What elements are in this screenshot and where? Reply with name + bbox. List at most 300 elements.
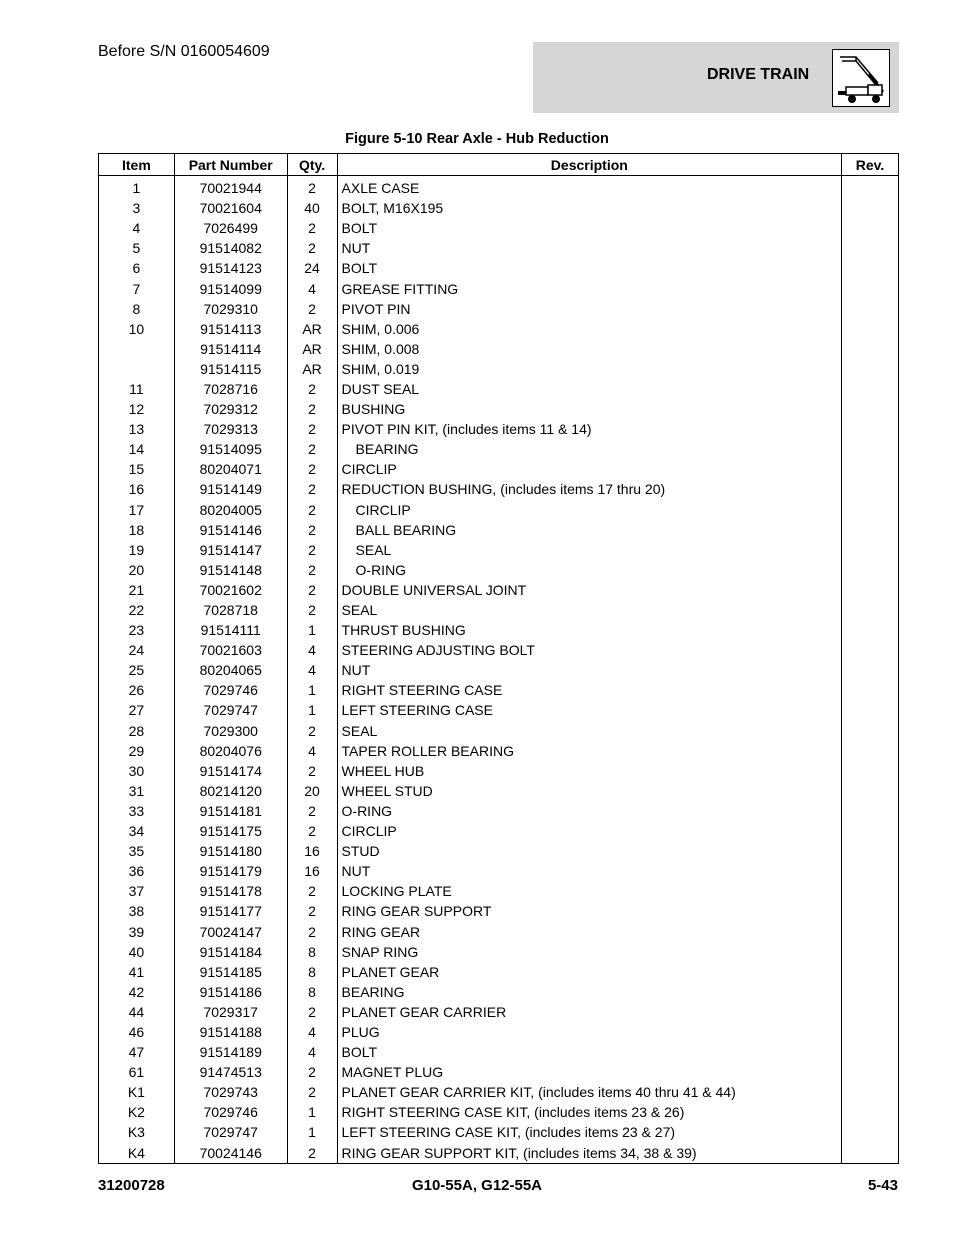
cell-qty — [287, 962, 337, 982]
cell-description-text: PLANET GEAR CARRIER KIT, (includes items 40 thru 41 & 44) — [341, 1084, 736, 1101]
table-row — [99, 339, 899, 359]
cell-rev — [842, 982, 899, 1002]
cell-description — [337, 942, 842, 962]
cell-item — [99, 319, 175, 339]
cell-description — [337, 238, 842, 258]
column-header-qty: Qty. — [287, 154, 337, 176]
cell-description — [337, 901, 842, 921]
table-row — [99, 479, 899, 499]
cell-item — [99, 801, 175, 821]
cell-item — [99, 520, 175, 540]
cell-item-text: K2 — [127, 1104, 145, 1121]
cell-part-number-text: 7029312 — [203, 401, 258, 418]
cell-part-number — [174, 1002, 287, 1022]
forklift-icon — [832, 49, 890, 107]
cell-part-number — [174, 419, 287, 439]
cell-item-text: 18 — [128, 521, 145, 538]
cell-description-text: RING GEAR — [341, 923, 421, 940]
cell-part-number — [174, 1042, 287, 1062]
cell-description — [337, 520, 842, 540]
cell-qty-text: 2 — [308, 421, 316, 438]
cell-item-text: 16 — [128, 481, 145, 498]
cell-qty-text: 2 — [308, 461, 316, 478]
table-row — [99, 520, 899, 540]
cell-item-text: 22 — [128, 602, 145, 619]
cell-part-number-text: 91514181 — [199, 802, 262, 819]
cell-rev — [842, 700, 899, 720]
cell-item-text: 11 — [129, 380, 144, 397]
cell-description — [337, 479, 842, 499]
cell-rev — [842, 801, 899, 821]
cell-item — [99, 620, 175, 640]
cell-part-number-text: 7029747 — [203, 702, 258, 719]
cell-qty-text: 2 — [308, 541, 316, 558]
table-row — [99, 721, 899, 741]
cell-qty — [287, 721, 337, 741]
cell-part-number — [174, 580, 287, 600]
cell-part-number-text: 7029317 — [203, 1003, 258, 1020]
cell-description-text: BEARING — [355, 441, 419, 458]
cell-part-number-text: 91514184 — [199, 943, 262, 960]
cell-item — [99, 861, 175, 881]
cell-item — [99, 258, 175, 278]
cell-item — [99, 1042, 175, 1062]
cell-part-number — [174, 479, 287, 499]
cell-item — [99, 962, 175, 982]
cell-item — [99, 1062, 175, 1082]
cell-qty — [287, 319, 337, 339]
cell-item — [99, 660, 175, 680]
cell-part-number — [174, 299, 287, 319]
cell-description-text: STEERING ADJUSTING BOLT — [341, 642, 535, 659]
table-row — [99, 1062, 899, 1082]
cell-description — [337, 258, 842, 278]
cell-qty — [287, 901, 337, 921]
table-row — [99, 761, 899, 781]
cell-rev — [842, 640, 899, 660]
cell-part-number — [174, 680, 287, 700]
cell-qty — [287, 600, 337, 620]
cell-part-number — [174, 198, 287, 218]
cell-description-text: SEAL — [355, 541, 392, 558]
cell-part-number — [174, 942, 287, 962]
cell-description-text: CIRCLIP — [341, 461, 397, 478]
cell-part-number — [174, 359, 287, 379]
cell-description — [337, 299, 842, 319]
table-row — [99, 540, 899, 560]
cell-part-number — [174, 741, 287, 761]
table-header-row — [99, 154, 899, 176]
cell-qty — [287, 761, 337, 781]
table-row — [99, 801, 899, 821]
cell-part-number-text: 80204076 — [199, 742, 262, 759]
cell-description — [337, 861, 842, 881]
cell-part-number-text: 7029300 — [203, 722, 258, 739]
cell-part-number-text: 80204005 — [199, 501, 262, 518]
cell-description-text: GREASE FITTING — [341, 280, 459, 297]
cell-description-text: BOLT — [341, 220, 378, 237]
table-row — [99, 962, 899, 982]
cell-qty — [287, 379, 337, 399]
cell-part-number — [174, 439, 287, 459]
cell-qty-text: 8 — [308, 943, 316, 960]
cell-rev — [842, 439, 899, 459]
cell-description-text: PIVOT PIN — [341, 300, 411, 317]
cell-part-number-text: 91514123 — [199, 260, 262, 277]
cell-rev — [842, 459, 899, 479]
cell-qty — [287, 176, 337, 199]
cell-item-text: 36 — [128, 863, 145, 880]
table-row — [99, 841, 899, 861]
cell-qty-text: 2 — [308, 1003, 316, 1020]
cell-item — [99, 500, 175, 520]
cell-description — [337, 700, 842, 720]
cell-item-text: 46 — [128, 1023, 145, 1040]
cell-part-number-text: 91514177 — [199, 903, 262, 920]
cell-qty-text: 8 — [308, 963, 316, 980]
cell-qty — [287, 258, 337, 278]
cell-item — [99, 1022, 175, 1042]
cell-part-number — [174, 520, 287, 540]
cell-rev — [842, 841, 899, 861]
cell-part-number — [174, 640, 287, 660]
cell-description — [337, 1062, 842, 1082]
cell-qty-text: 2 — [308, 481, 316, 498]
cell-rev — [842, 176, 899, 199]
cell-item-text: 47 — [128, 1044, 145, 1061]
cell-description-text: SHIM, 0.008 — [341, 340, 420, 357]
cell-item-text: 23 — [128, 622, 145, 639]
cell-qty-text: 2 — [308, 602, 316, 619]
cell-rev — [842, 319, 899, 339]
cell-qty-text: 4 — [308, 742, 316, 759]
cell-qty — [287, 680, 337, 700]
cell-qty — [287, 741, 337, 761]
cell-item — [99, 419, 175, 439]
cell-description-text: DUST SEAL — [341, 380, 420, 397]
cell-part-number — [174, 761, 287, 781]
table-row — [99, 1122, 899, 1142]
cell-description-text: BOLT — [341, 1044, 378, 1061]
cell-qty — [287, 1082, 337, 1102]
cell-part-number — [174, 560, 287, 580]
column-header-description: Description — [337, 154, 842, 176]
page-number: 5-43 — [867, 1177, 898, 1194]
cell-description — [337, 1002, 842, 1022]
table-row — [99, 600, 899, 620]
cell-qty-text: 1 — [308, 1104, 316, 1121]
cell-rev — [842, 620, 899, 640]
cell-item-text: 28 — [128, 722, 145, 739]
cell-qty — [287, 1002, 337, 1022]
cell-rev — [842, 540, 899, 560]
cell-description — [337, 500, 842, 520]
table-row — [99, 176, 899, 199]
cell-part-number — [174, 821, 287, 841]
cell-item — [99, 198, 175, 218]
cell-description — [337, 821, 842, 841]
cell-rev — [842, 580, 899, 600]
cell-description-text: NUT — [341, 863, 371, 880]
cell-qty-text: 2 — [308, 1084, 316, 1101]
cell-description-text: RING GEAR SUPPORT — [341, 903, 492, 920]
cell-description — [337, 620, 842, 640]
cell-part-number-text: 91514174 — [199, 762, 262, 779]
cell-part-number — [174, 238, 287, 258]
cell-qty — [287, 419, 337, 439]
cell-part-number-text: 70021944 — [199, 180, 262, 197]
cell-item — [99, 982, 175, 1002]
cell-rev — [842, 339, 899, 359]
doc-number: 31200728 — [98, 1177, 165, 1194]
cell-item-text: 39 — [128, 923, 145, 940]
cell-description-text: SHIM, 0.019 — [341, 360, 420, 377]
cell-item — [99, 560, 175, 580]
cell-qty-text: 16 — [304, 863, 320, 880]
cell-description-text: WHEEL HUB — [341, 762, 425, 779]
cell-part-number-text: 80204065 — [199, 662, 262, 679]
cell-qty-text: 4 — [308, 1044, 316, 1061]
cell-item-text: 24 — [128, 642, 145, 659]
cell-description-text: DOUBLE UNIVERSAL JOINT — [341, 581, 527, 598]
cell-description-text: WHEEL STUD — [341, 782, 433, 799]
cell-description-text: SEAL — [341, 722, 378, 739]
cell-description-text: NUT — [341, 240, 371, 257]
cell-part-number-text: 70021603 — [199, 642, 262, 659]
cell-qty-text: 1 — [308, 622, 316, 639]
cell-part-number-text: 70024146 — [199, 1144, 262, 1161]
cell-item — [99, 781, 175, 801]
cell-qty — [287, 500, 337, 520]
cell-description-text: LEFT STEERING CASE — [341, 702, 493, 719]
cell-qty — [287, 399, 337, 419]
cell-item-text: 61 — [128, 1064, 145, 1081]
cell-rev — [842, 1122, 899, 1142]
cell-description-text: PLUG — [341, 1023, 380, 1040]
cell-description-text: AXLE CASE — [341, 180, 420, 197]
cell-qty — [287, 801, 337, 821]
cell-qty — [287, 821, 337, 841]
cell-item — [99, 1122, 175, 1142]
cell-item — [99, 881, 175, 901]
cell-rev — [842, 881, 899, 901]
cell-qty — [287, 1042, 337, 1062]
table-row — [99, 821, 899, 841]
cell-item-text: 17 — [128, 501, 145, 518]
cell-part-number-text: 91514095 — [199, 441, 262, 458]
cell-part-number-text: 91514114 — [200, 340, 262, 357]
table-row — [99, 399, 899, 419]
cell-rev — [842, 721, 899, 741]
cell-qty-text: AR — [302, 340, 322, 357]
cell-rev — [842, 1143, 899, 1164]
cell-item — [99, 942, 175, 962]
cell-qty-text: 1 — [308, 682, 316, 699]
cell-description — [337, 439, 842, 459]
cell-qty-text: 4 — [308, 662, 316, 679]
cell-qty — [287, 640, 337, 660]
cell-part-number-text: 91514178 — [199, 883, 262, 900]
cell-item — [99, 379, 175, 399]
table-row — [99, 359, 899, 379]
cell-part-number-text: 7029747 — [203, 1124, 258, 1141]
cell-description-text: BUSHING — [341, 401, 406, 418]
cell-item-text: 33 — [128, 802, 145, 819]
cell-item-text: 6 — [132, 260, 141, 277]
cell-qty — [287, 841, 337, 861]
cell-description — [337, 881, 842, 901]
cell-description-text: SNAP RING — [341, 943, 419, 960]
cell-description — [337, 419, 842, 439]
cell-part-number-text: 91514146 — [199, 521, 262, 538]
cell-description-text: PIVOT PIN KIT, (includes items 11 & 14) — [341, 421, 592, 438]
cell-item — [99, 680, 175, 700]
cell-description — [337, 841, 842, 861]
table-row — [99, 982, 899, 1002]
cell-part-number-text: 91514147 — [199, 541, 262, 558]
cell-description — [337, 278, 842, 298]
cell-rev — [842, 680, 899, 700]
cell-item-text: 26 — [128, 682, 145, 699]
cell-description-text: PLANET GEAR — [341, 963, 440, 980]
cell-rev — [842, 901, 899, 921]
cell-item — [99, 299, 175, 319]
figure-title: Figure 5-10 Rear Axle - Hub Reduction — [345, 131, 609, 147]
cell-qty — [287, 520, 337, 540]
cell-part-number — [174, 278, 287, 298]
cell-item-text: 3 — [132, 200, 141, 217]
cell-qty — [287, 1022, 337, 1042]
cell-qty-text: 2 — [308, 240, 316, 257]
cell-rev — [842, 861, 899, 881]
cell-description — [337, 218, 842, 238]
cell-qty — [287, 781, 337, 801]
cell-rev — [842, 258, 899, 278]
cell-qty — [287, 942, 337, 962]
cell-rev — [842, 419, 899, 439]
cell-qty — [287, 861, 337, 881]
cell-part-number — [174, 620, 287, 640]
cell-description — [337, 359, 842, 379]
cell-part-number-text: 7029746 — [203, 682, 258, 699]
cell-rev — [842, 761, 899, 781]
cell-qty — [287, 660, 337, 680]
cell-part-number — [174, 982, 287, 1002]
table-row — [99, 921, 899, 941]
cell-item — [99, 1082, 175, 1102]
cell-description — [337, 459, 842, 479]
cell-description — [337, 339, 842, 359]
table-row — [99, 640, 899, 660]
cell-description — [337, 560, 842, 580]
cell-part-number — [174, 700, 287, 720]
cell-item — [99, 821, 175, 841]
cell-rev — [842, 1062, 899, 1082]
cell-qty-text: 2 — [308, 1064, 316, 1081]
cell-description — [337, 198, 842, 218]
cell-rev — [842, 500, 899, 520]
cell-description — [337, 1042, 842, 1062]
cell-item-text: 30 — [128, 762, 145, 779]
cell-item-text: 10 — [128, 320, 145, 337]
cell-description-text: LOCKING PLATE — [341, 883, 452, 900]
cell-part-number — [174, 721, 287, 741]
cell-part-number — [174, 339, 287, 359]
cell-part-number-text: 70021604 — [199, 200, 262, 217]
cell-description — [337, 761, 842, 781]
cell-item — [99, 218, 175, 238]
cell-description — [337, 962, 842, 982]
cell-item-text: 12 — [128, 401, 145, 418]
cell-description-text: MAGNET PLUG — [341, 1064, 444, 1081]
cell-description-text: THRUST BUSHING — [341, 622, 466, 639]
cell-item-text: 13 — [128, 421, 145, 438]
serial-note: Before S/N 0160054609 — [98, 43, 270, 60]
cell-description-text: CIRCLIP — [355, 501, 411, 518]
cell-part-number — [174, 881, 287, 901]
cell-qty-text: 2 — [308, 561, 316, 578]
cell-part-number-text: 91514180 — [199, 843, 262, 860]
cell-description — [337, 921, 842, 941]
cell-part-number — [174, 600, 287, 620]
table-row — [99, 218, 899, 238]
cell-rev — [842, 560, 899, 580]
cell-qty-text: 2 — [308, 762, 316, 779]
cell-qty-text: AR — [302, 320, 322, 337]
cell-item-text: 21 — [128, 581, 145, 598]
cell-qty — [287, 982, 337, 1002]
cell-description — [337, 721, 842, 741]
cell-item — [99, 1002, 175, 1022]
cell-rev — [842, 379, 899, 399]
cell-rev — [842, 1102, 899, 1122]
cell-description-text: BOLT, M16X195 — [341, 200, 444, 217]
cell-item — [99, 439, 175, 459]
table-row — [99, 901, 899, 921]
cell-part-number — [174, 901, 287, 921]
cell-item — [99, 479, 175, 499]
cell-rev — [842, 1002, 899, 1022]
table-row — [99, 459, 899, 479]
cell-part-number — [174, 258, 287, 278]
cell-item-text: 20 — [128, 561, 145, 578]
cell-item-text: 35 — [128, 843, 145, 860]
cell-qty-text: 8 — [308, 983, 316, 1000]
cell-description-text: O-RING — [355, 561, 407, 578]
cell-item-text: 15 — [128, 461, 145, 478]
cell-description — [337, 781, 842, 801]
cell-part-number-text: 7029313 — [203, 421, 258, 438]
cell-rev — [842, 198, 899, 218]
cell-item — [99, 600, 175, 620]
cell-item-text: 42 — [128, 983, 145, 1000]
cell-qty-text: 2 — [308, 180, 316, 197]
cell-description-text: NUT — [341, 662, 371, 679]
cell-qty-text: 24 — [304, 260, 320, 277]
cell-qty — [287, 359, 337, 379]
cell-qty — [287, 198, 337, 218]
table-row — [99, 1082, 899, 1102]
cell-qty-text: 4 — [308, 280, 316, 297]
cell-description — [337, 1082, 842, 1102]
cell-item-text: K1 — [127, 1084, 145, 1101]
cell-description — [337, 176, 842, 199]
cell-description — [337, 399, 842, 419]
cell-part-number-text: 91514185 — [199, 963, 262, 980]
cell-qty — [287, 479, 337, 499]
cell-description-text: RIGHT STEERING CASE — [341, 682, 503, 699]
cell-qty — [287, 218, 337, 238]
